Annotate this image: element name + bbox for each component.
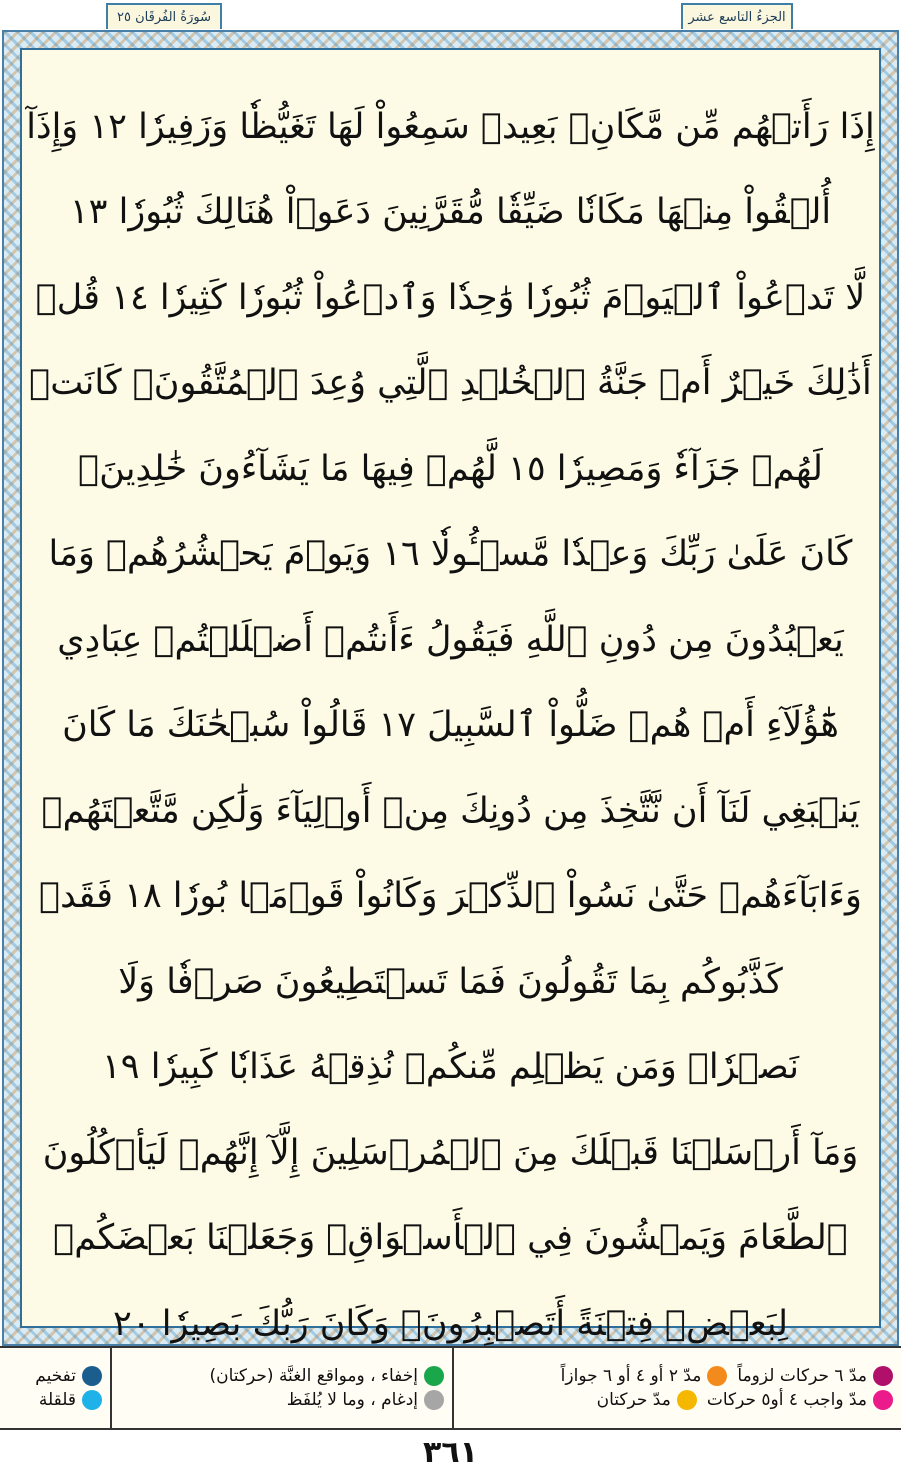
verse-line: أُلۡقُواْ مِنۡهَا مَكَانٗا ضَيِّقٗا مُّقَرَّنِينَ دَعَوۡاْ هُنَالِكَ ثُبُورٗا ١٣ [69, 192, 832, 233]
verse-line: يَنۢبَغِي لَنَآ أَن نَّتَّخِذَ مِن دُونِكَ مِنۡ أَوۡلِيَآءَ وَلَٰكِن مَّتَّعۡتَهُمۡ [41, 790, 860, 831]
verse-line: نَصۡرٗاۚ وَمَن يَظۡلِم مِّنكُمۡ نُذِقۡهُ عَذَابٗا كَبِيرٗا ١٩ [102, 1047, 800, 1088]
page-number: ٣٦١ [423, 1434, 478, 1470]
madd-6-dot [873, 1366, 893, 1386]
verse-line: أَذَٰلِكَ خَيۡرٌ أَمۡ جَنَّةُ ٱلۡخُلۡدِ ٱلَّتِي وُعِدَ ٱلۡمُتَّقُونَۚ كَانَتۡ [29, 363, 872, 404]
verse-line: وَمَآ أَرۡسَلۡنَا قَبۡلَكَ مِنَ ٱلۡمُرۡسَلِينَ إِلَّآ إِنَّهُمۡ لَيَأۡكُلُونَ [42, 1132, 859, 1173]
legend-row [120, 1366, 444, 1386]
legend-madd-4-5: مدّ واجب ٤ أو٥ حركات [707, 1390, 893, 1410]
verse-line: وَءَابَآءَهُمۡ حَتَّىٰ نَسُواْ ٱلذِّكۡرَ وَكَانُواْ قَوۡمَۢا بُورٗا ١٨ فَقَدۡ [39, 876, 862, 917]
madd-2-4-6-dot [707, 1366, 727, 1386]
tajweed-legend [0, 1346, 901, 1430]
verse-line: يَعۡبُدُونَ مِن دُونِ ٱللَّهِ فَيَقُولُ ءَأَنتُمۡ أَضۡلَلۡتُمۡ عِبَادِي [57, 619, 844, 660]
verse-line: كَانَ عَلَىٰ رَبِّكَ وَعۡدٗا مَّسۡـُٔولٗا ١٦ وَيَوۡمَ يَحۡشُرُهُمۡ وَمَا [48, 534, 853, 575]
legend-idgham: إدغام ، وما لا يُلفَظ [287, 1390, 444, 1410]
verse-line: هَٰٓؤُلَآءِ أَمۡ هُمۡ ضَلُّواْ ٱلسَّبِيلَ ١٧ قَالُواْ سُبۡحَٰنَكَ مَا كَانَ [62, 705, 839, 746]
legend-ghunna-column [110, 1348, 452, 1428]
legend-tafkhim: تفخيم [35, 1366, 102, 1386]
verse-line: إِذَا رَأَتۡهُم مِّن مَّكَانِۭ بَعِيدٖ سَمِعُواْ لَهَا تَغَيُّظٗا وَزَفِيرٗا ١٢ وَإِذَآ [26, 106, 875, 147]
idgham-dot [424, 1390, 444, 1410]
legend-row [462, 1366, 893, 1386]
verse-line: لَهُمۡ جَزَآءٗ وَمَصِيرٗا ١٥ لَّهُمۡ فِيهَا مَا يَشَآءُونَ خَٰلِدِينَۚ [78, 448, 823, 489]
legend-madd-column [452, 1348, 901, 1428]
legend-madd-2: مدّ حركتان [597, 1390, 697, 1410]
juz-header [681, 3, 793, 29]
surah-name: سُورَةُ الفُرقَان ٢٥ [117, 9, 211, 25]
juz-name: الجزءُ التاسع عشر [688, 9, 786, 25]
legend-madd-2-4-6: مدّ ٢ أو ٤ أو ٦ جوازاً [561, 1366, 728, 1386]
verse-line: كَذَّبُوكُم بِمَا تَقُولُونَ فَمَا تَسۡتَطِيعُونَ صَرۡفٗا وَلَا [118, 961, 783, 1002]
quran-text [26, 84, 875, 1367]
legend-tafkhim-column [0, 1348, 110, 1428]
tafkhim-dot [82, 1366, 102, 1386]
legend-row [462, 1390, 893, 1410]
legend-row [8, 1390, 102, 1410]
madd-4-5-dot [873, 1390, 893, 1410]
legend-ikhfa: إخفاء ، ومواقع الغنَّة (حركتان) [210, 1366, 445, 1386]
verse-line: لِبَعۡضٖ فِتۡنَةً أَتَصۡبِرُونَۗ وَكَانَ رَبُّكَ بَصِيرٗا ٢٠ [112, 1303, 789, 1344]
legend-qalqala: قلقلة [39, 1390, 102, 1410]
madd-2-dot [677, 1390, 697, 1410]
legend-row [120, 1390, 444, 1410]
legend-row [8, 1366, 102, 1386]
surah-header [106, 3, 222, 29]
verse-line: ٱلطَّعَامَ وَيَمۡشُونَ فِي ٱلۡأَسۡوَاقِۗ وَجَعَلۡنَا بَعۡضَكُمۡ [53, 1218, 848, 1259]
verse-line: لَّا تَدۡعُواْ ٱلۡيَوۡمَ ثُبُورٗا وَٰحِدٗا وَٱدۡعُواْ ثُبُورٗا كَثِيرٗا ١٤ قُلۡ [35, 277, 866, 318]
ikhfa-dot [424, 1366, 444, 1386]
legend-madd-6: مدّ ٦ حركات لزوماً [737, 1366, 893, 1386]
qalqala-dot [82, 1390, 102, 1410]
